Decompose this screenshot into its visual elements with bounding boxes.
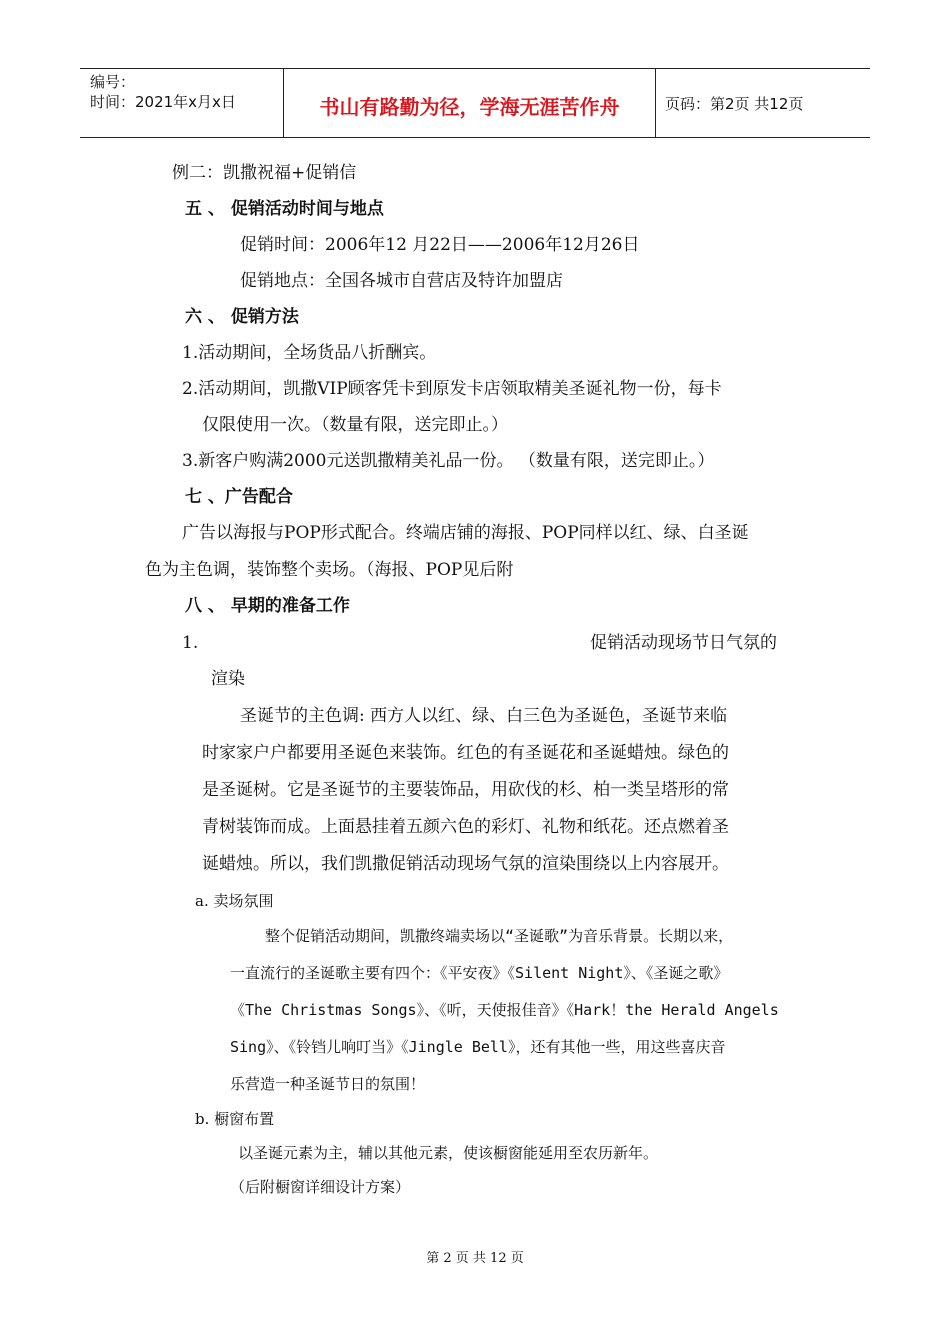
christmas-color-paragraph: 诞蜡烛。所以，我们凯撒促销活动现场气氛的渲染围绕以上内容展开。 [202,854,729,874]
promo-time: 促销时间：2006年12 月22日——2006年12月26日 [240,235,640,255]
store-atmosphere-paragraph: Sing》、《铃铛儿响叮当》《Jingle Bell》，还有其他一些，用这些喜庆音 [230,1038,726,1056]
header-motto: 书山有路勤为径，学海无涯苦作舟 [319,95,620,119]
ad-paragraph-line-2: 色为主色调，装饰整个卖场。（海报、POP见后附 [145,560,514,580]
window-display-text: 以圣诞元素为主，辅以其他元素，使该橱窗能延用至农历新年。 [238,1144,659,1162]
store-atmosphere-paragraph: 整个促销活动期间，凯撒终端卖场以“圣诞歌”为音乐背景。长期以来， [265,927,734,945]
example-title: 例二：凯撒祝福+促销信 [172,163,357,183]
ad-paragraph-line-1: 广告以海报与POP形式配合。终端店铺的海报、POP同样以红、绿、白圣诞 [182,523,749,543]
christmas-color-paragraph: 圣诞节的主色调: 西方人以红、绿、白三色为圣诞色，圣诞节来临 [240,706,728,726]
header-meta-cell [80,69,283,137]
page-header [80,68,870,138]
store-atmosphere-paragraph: 乐营造一种圣诞节日的氛围！ [230,1075,426,1093]
method-item-2-line-1: 2.活动期间，凯撒VIP顾客凭卡到原发卡店领取精美圣诞礼物一份，每卡 [182,379,722,399]
christmas-color-paragraph: 青树装饰而成。上面悬挂着五颜六色的彩灯、礼物和纸花。还点燃着圣 [202,817,729,837]
header-motto-cell [283,69,656,137]
section-5-heading: 五 、 促销活动时间与地点 [185,199,384,219]
prep-item-1-number: 1. [182,633,199,653]
header-page-number: 页码：第2页 共12页 [665,95,804,113]
store-atmosphere-paragraph: 《The Christmas Songs》、《听，天使报佳音》《Hark！the Herald Angels [230,1001,779,1019]
method-item-1: 1.活动期间，全场货品八折酬宾。 [182,343,437,363]
header-page-cell [655,69,870,137]
promo-place: 促销地点：全国各城市自营店及特许加盟店 [240,271,563,291]
prep-item-1-title: 促销活动现场节日气氛的 [590,633,777,653]
section-7-heading: 七 、广告配合 [185,487,293,507]
prep-item-1-title-cont: 渲染 [211,669,245,689]
doc-number-label: 编号： [90,73,136,91]
window-display-note: （后附橱窗详细设计方案） [230,1178,411,1196]
doc-time-label: 时间：2021年x月x日 [90,93,236,111]
subsection-a-title: a. 卖场氛围 [195,892,274,910]
store-atmosphere-paragraph: 一直流行的圣诞歌主要有四个：《平安夜》《Silent Night》、《圣诞之歌》 [230,964,729,982]
method-item-3: 3.新客户购满2000元送凯撒精美礼品一份。 （数量有限，送完即止。） [182,451,715,471]
christmas-color-paragraph: 时家家户户都要用圣诞色来装饰。红色的有圣诞花和圣诞蜡烛。绿色的 [202,743,729,763]
section-8-heading: 八 、 早期的准备工作 [185,596,350,616]
section-6-heading: 六 、 促销方法 [185,307,299,327]
method-item-2-line-2: 仅限使用一次。（数量有限，送完即止。） [202,415,508,435]
subsection-b-title: b. 橱窗布置 [195,1110,275,1128]
christmas-color-paragraph: 是圣诞树。它是圣诞节的主要装饰品，用砍伐的杉、柏一类呈塔形的常 [202,780,729,800]
page-footer: 第 2 页 共 12 页 [426,1251,524,1266]
